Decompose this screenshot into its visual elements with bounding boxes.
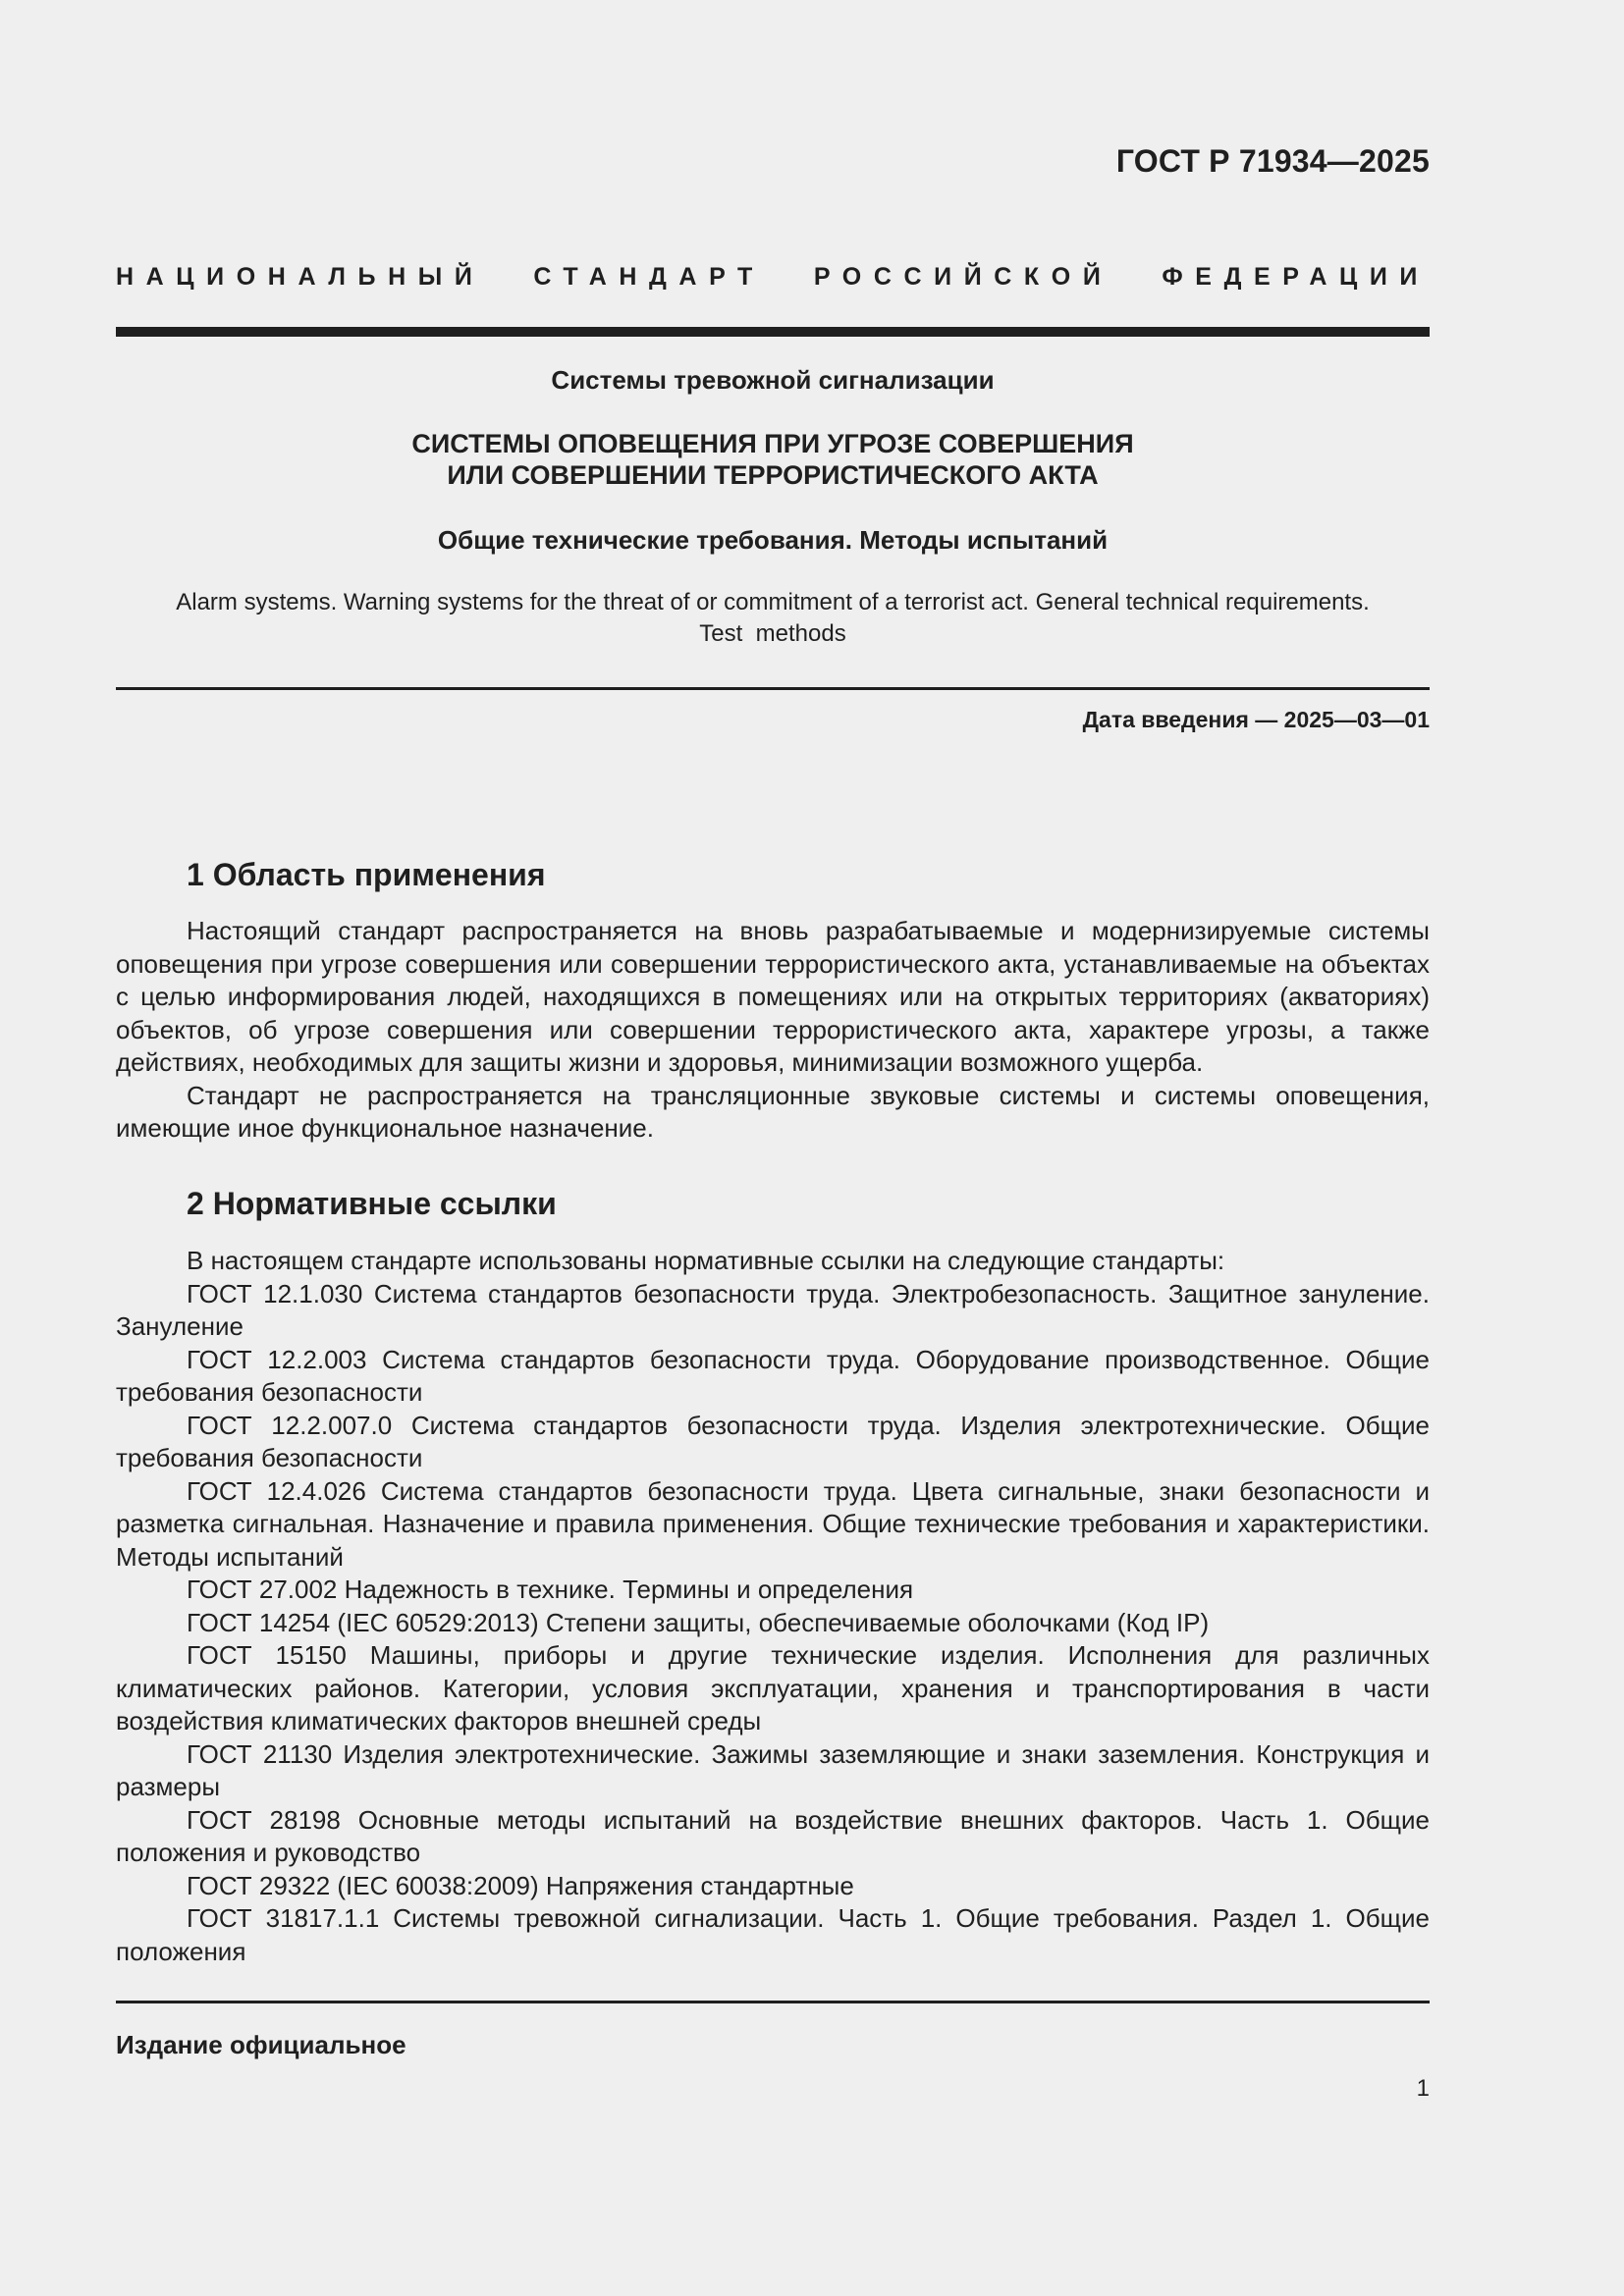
english-title-line-1: Alarm systems. Warning systems for the threat of or commitment of a terrorist act. General technical requirements. [176,589,1370,615]
section-1-paragraph: Стандарт не распространяется на трансляционные звуковые системы и системы оповещения, имеющие иное функциональное назначение. [116,1080,1430,1143]
english-title-line-2: Test methods [699,620,846,647]
reference-item: ГОСТ 12.1.030 Система стандартов безопасности труда. Электробезопасность. Защитное зануление. Зануление [116,1278,1430,1341]
reference-item: ГОСТ 12.4.026 Система стандартов безопасности труда. Цвета сигнальные, знаки безопасности и разметка сигнальная. Назначение и правила применения. Общие технические требования и характеристики. Методы испытаний [116,1475,1430,1572]
standard-part-title: Общие технические требования. Методы испытаний [437,525,1109,555]
section-1-paragraph: Настоящий стандарт распространяется на вновь разрабатываемые и модернизируемые системы оповещения при угрозе совершения или совершении террористического акта, устанавливаемые на объектах с целью информирования людей, находящихся в помещениях или на открытых территориях (акваториях) объектов, об угрозе совершения или совершении террористического акта, характере угрозы, а также действиях, необходимых для защиты жизни и здоровья, минимизации возможного ущерба. [116,916,1430,1077]
title-divider [116,687,1430,690]
edition-label: Издание официальное [116,2030,406,2059]
standard-group-title: Системы тревожной сигнализации [551,365,995,395]
reference-item: ГОСТ 31817.1.1 Системы тревожной сигнализации. Часть 1. Общие требования. Раздел 1. Общие положения [116,1903,1430,1966]
introduction-date: Дата введения — 2025—03—01 [1082,707,1430,732]
main-title-line-1: СИСТЕМЫ ОПОВЕЩЕНИЯ ПРИ УГРОЗЕ СОВЕРШЕНИЯ [411,429,1134,458]
reference-item: ГОСТ 28198 Основные методы испытаний на воздействие внешних факторов. Часть 1. Общие положения и руководство [116,1804,1430,1867]
national-standard-title: НАЦИОНАЛЬНЫЙ СТАНДАРТ РОССИЙСКОЙ ФЕДЕРАЦИИ [116,263,1430,291]
section-1-body [116,915,1430,1146]
reference-item: ГОСТ 29322 (IEC 60038:2009) Напряжения стандартные [187,1870,854,1900]
reference-item: ГОСТ 12.2.007.0 Система стандартов безопасности труда. Изделия электротехнические. Общие требования безопасности [116,1410,1430,1472]
section-2-heading: 2 Нормативные ссылки [187,1186,557,1221]
reference-item: ГОСТ 27.002 Надежность в технике. Термины и определения [187,1575,914,1604]
standard-main-title [116,428,1430,491]
reference-item: ГОСТ 12.2.003 Система стандартов безопасности труда. Оборудование производственное. Общие требования безопасности [116,1344,1430,1407]
standard-code: ГОСТ Р 71934—2025 [1115,143,1430,179]
footer-divider [116,2001,1430,2003]
page-number: 1 [1416,2075,1430,2102]
english-title [116,587,1430,650]
reference-item: ГОСТ 14254 (IEC 60529:2013) Степени защиты, обеспечиваемые оболочками (Код IP) [187,1607,1210,1637]
section-2-intro: В настоящем стандарте использованы нормативные ссылки на следующие стандарты: [187,1246,1225,1275]
section-2-body [116,1245,1430,1968]
header-divider [116,327,1430,337]
reference-item: ГОСТ 15150 Машины, приборы и другие технические изделия. Исполнения для различных климатических районов. Категории, условия эксплуатации, хранения и транспортирования в части воздействия климатических факторов внешней среды [116,1640,1430,1735]
main-title-line-2: ИЛИ СОВЕРШЕНИИ ТЕРРОРИСТИЧЕСКОГО АКТА [447,460,1099,490]
reference-item: ГОСТ 21130 Изделия электротехнические. Зажимы заземляющие и знаки заземления. Конструкция и размеры [116,1738,1430,1801]
section-1-heading: 1 Область применения [187,857,546,892]
